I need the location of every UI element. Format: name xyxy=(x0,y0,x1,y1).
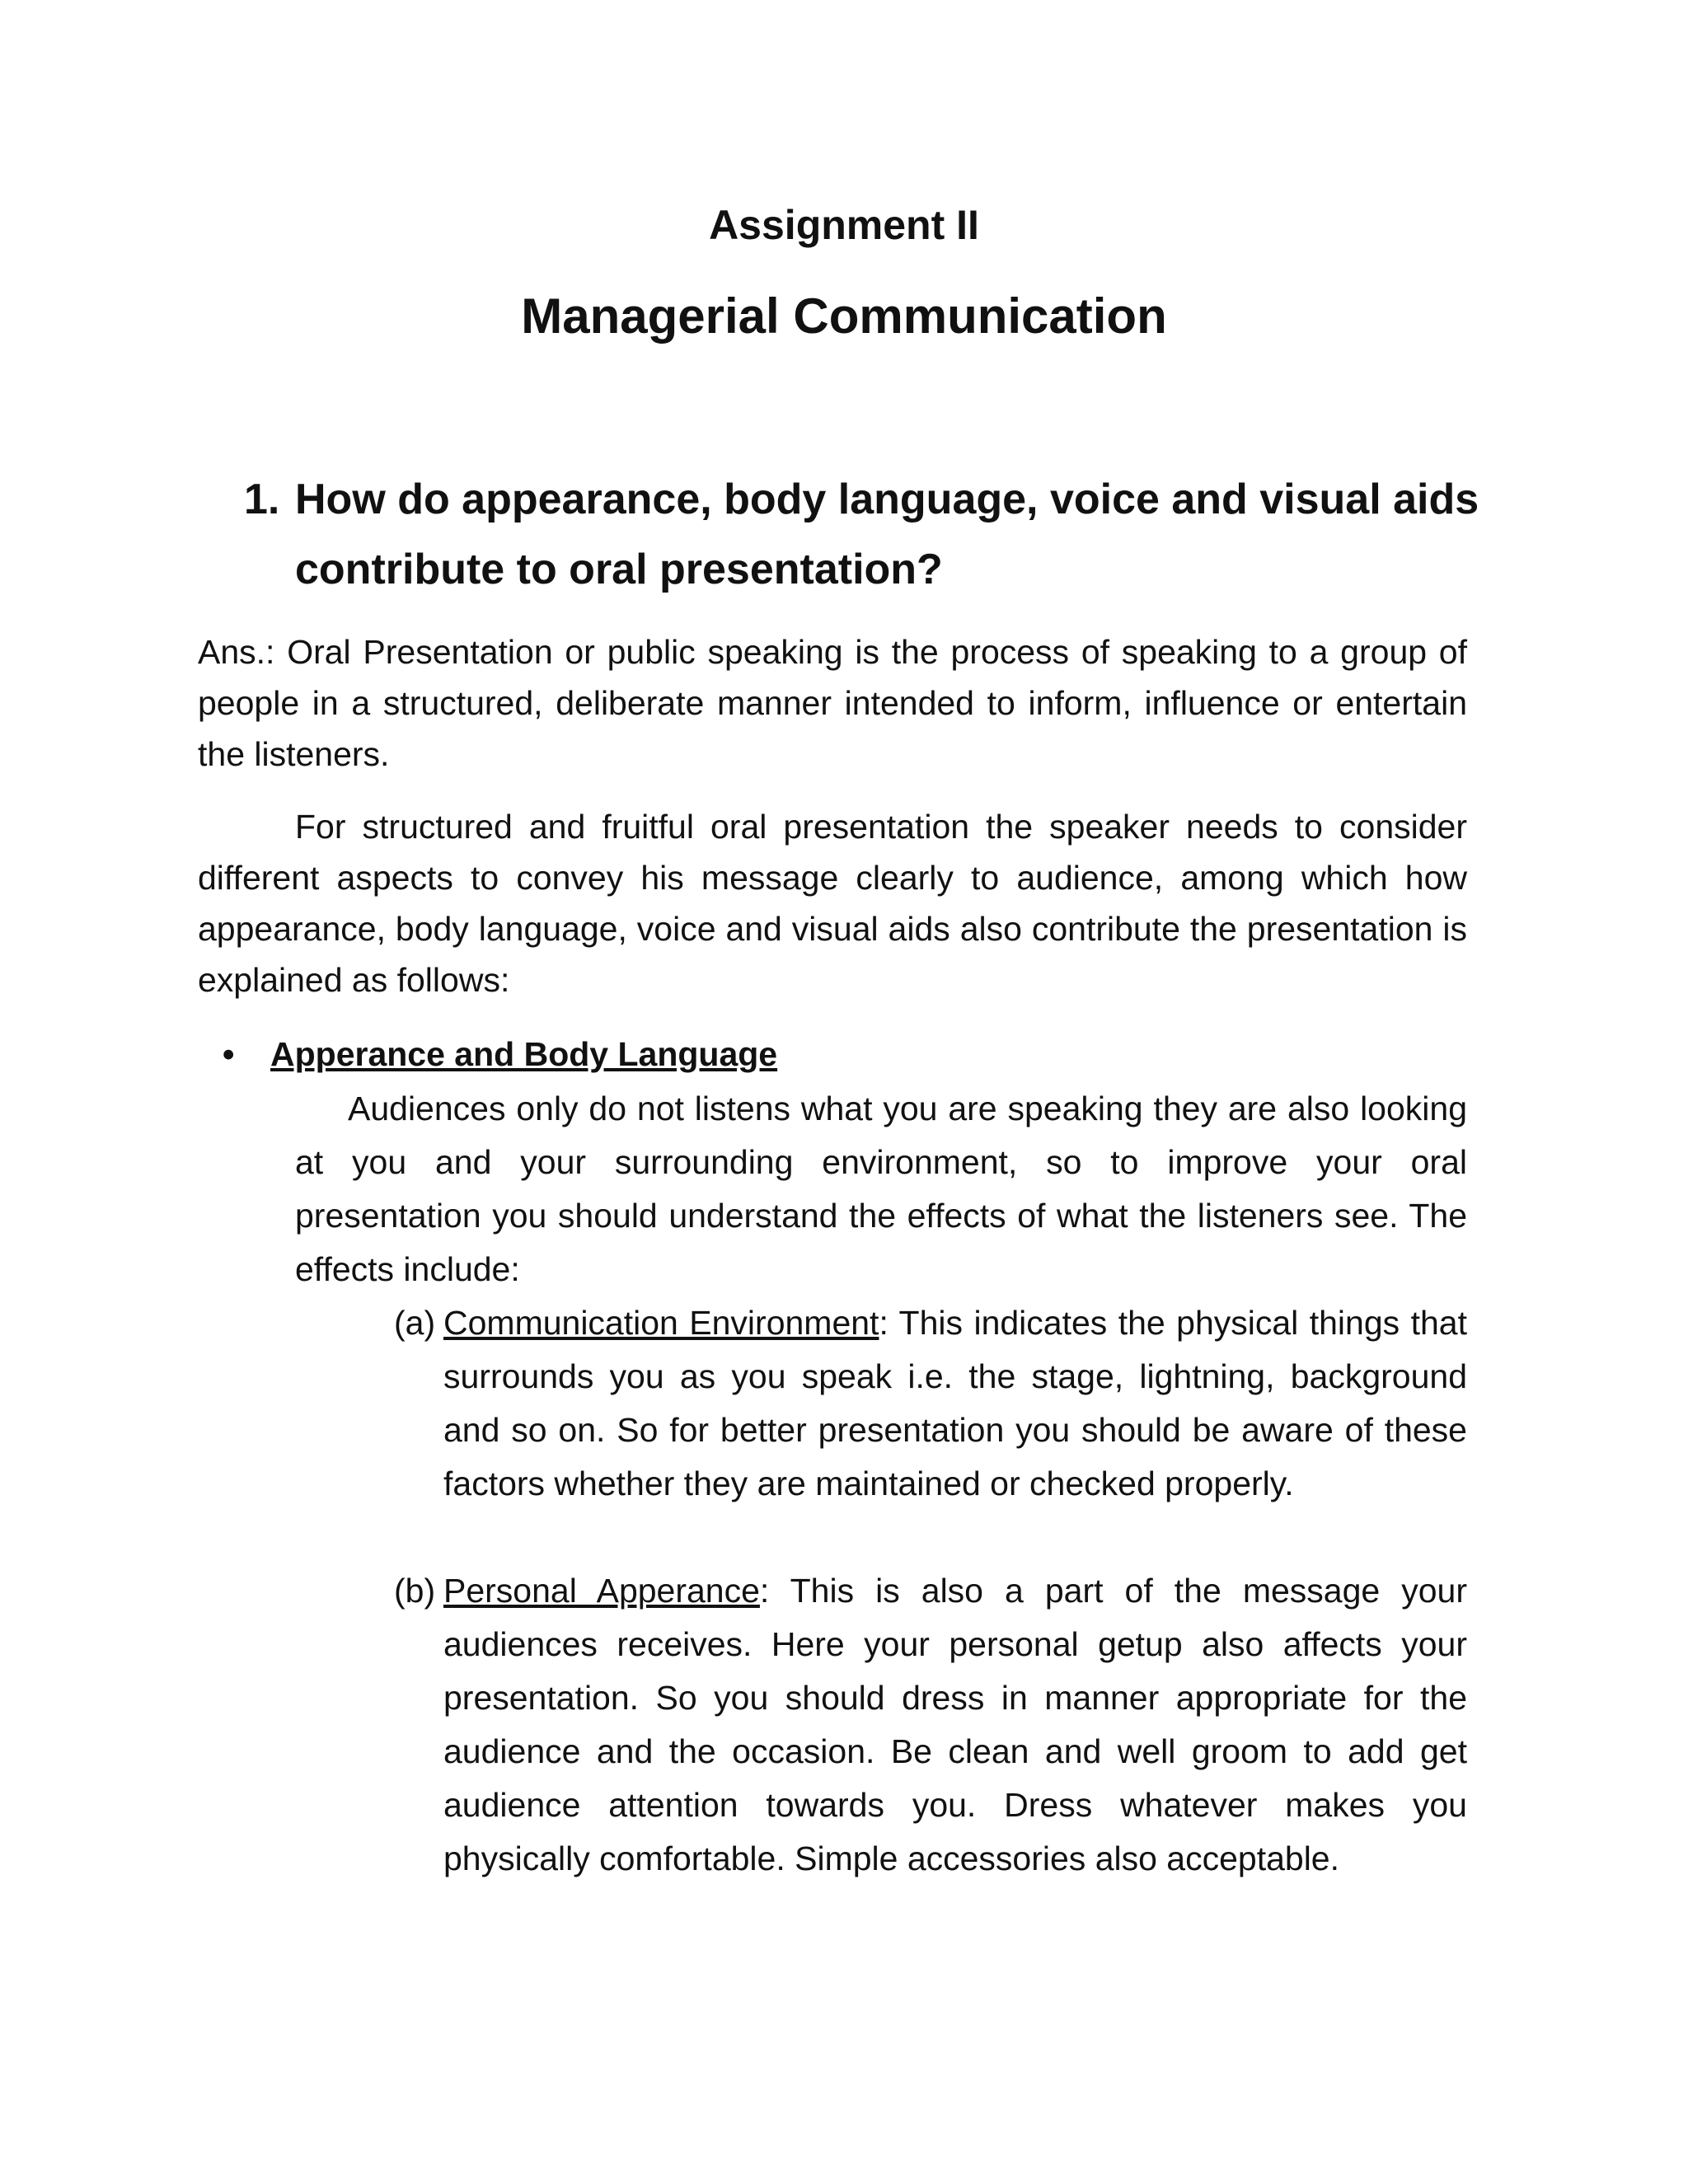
answer-intro: Ans.: Oral Presentation or public speaking is the process of speaking to a group of people in a structured, deliberate manner intended to inform, influence or entertain the listeners. xyxy=(198,633,1467,773)
section-heading xyxy=(223,1028,1467,1080)
list-item-term: Personal Apperance xyxy=(443,1572,760,1610)
question-number: 1. xyxy=(244,476,280,523)
list-item-body xyxy=(443,1564,1467,1886)
list-item-marker: (a) xyxy=(394,1304,436,1342)
list-item xyxy=(394,1296,1467,1511)
list-item-marker: (b) xyxy=(394,1572,436,1610)
list-item-term: Communication Environment xyxy=(443,1304,879,1342)
list-item xyxy=(394,1564,1467,1886)
section-intro: Audiences only do not listens what you are speaking they are also looking at you and your surrounding environment, so to improve your oral presentation you should understand the effects of what the listeners see. The effects include: xyxy=(295,1090,1467,1288)
list-item-text: : This is also a part of the message your audiences receives. Here your personal getup also affects your presentation. So you should dress in manner appropriate for the audience and the occasion. Be clean and well groom to add get audience attention towards you. Dress whatever makes you physically comfortable. Simple accessories also acceptable. xyxy=(443,1572,1467,1877)
list-item-text: : This indicates the physical things that surrounds you as you speak i.e. the stage, lightning, background and so on. So for better presentation you should be aware of these factors whether they are maintained or checked properly. xyxy=(443,1304,1467,1502)
subject-title: Managerial Communication xyxy=(521,288,1167,344)
question-heading xyxy=(244,465,1497,605)
question-text: How do appearance, body language, voice and visual aids contribute to oral presentation? xyxy=(295,476,1479,593)
bullet-icon: • xyxy=(223,1035,235,1073)
list-item-body xyxy=(443,1296,1467,1511)
assignment-title: Assignment II xyxy=(709,202,979,248)
section-heading-label: Apperance and Body Language xyxy=(270,1035,778,1073)
answer-paragraph: For structured and fruitful oral presentation the speaker needs to consider different aspects to convey his message clearly to audience, among which how appearance, body language, voice and visual aids also contribute the presentation is explained as follows: xyxy=(198,808,1467,999)
